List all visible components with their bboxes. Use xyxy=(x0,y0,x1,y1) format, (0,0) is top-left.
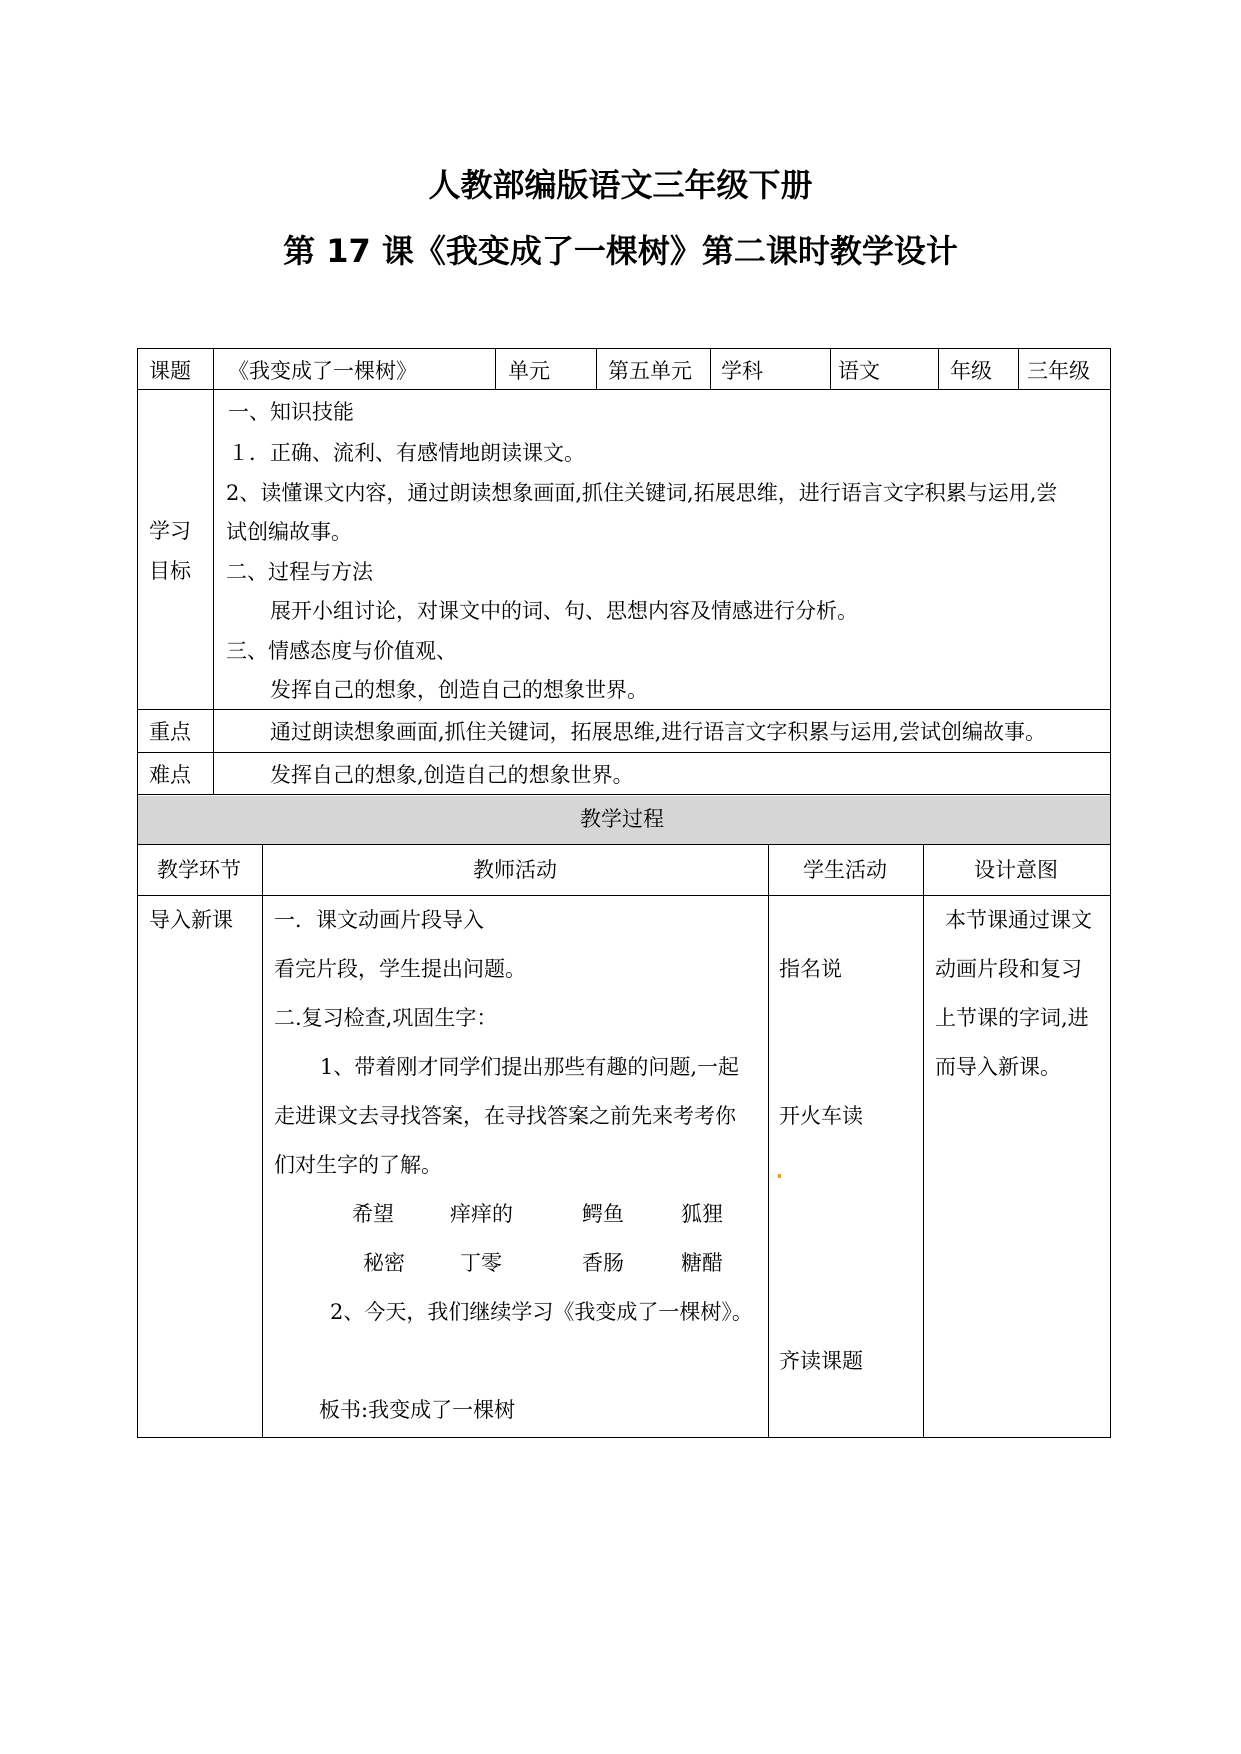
word: 丁零 xyxy=(460,1251,502,1275)
teacher-line-today: 2、今天，我们继续学习《我变成了一棵树》。 xyxy=(330,1300,753,1324)
intent-line: 本节课通过课文 xyxy=(945,908,1092,932)
word: 痒痒的 xyxy=(450,1202,513,1226)
grade-label: 年级 xyxy=(950,359,992,383)
unit-value: 第五单元 xyxy=(608,359,692,383)
goals-label-line2: 目标 xyxy=(149,559,191,583)
col-divider xyxy=(262,844,263,1438)
word: 鳄鱼 xyxy=(582,1202,624,1226)
student-activity: 指名说 xyxy=(779,957,842,981)
process-header: 教学过程 xyxy=(580,807,664,831)
col-divider xyxy=(1018,348,1019,389)
goal-line: 三、情感态度与价值观、 xyxy=(226,639,457,663)
row-divider xyxy=(137,895,1111,896)
goal-line: 2、读懂课文内容，通过朗读想象画面,抓住关键词,拓展思维，进行语言文字积累与运用,尝 xyxy=(226,481,1058,505)
row-divider xyxy=(137,709,1111,710)
mark-dot xyxy=(778,1174,781,1178)
difficulty-text: 发挥自己的想象,创造自己的想象世界。 xyxy=(270,763,634,787)
goal-line: １．正确、流利、有感情地朗读课文。 xyxy=(228,441,585,465)
word: 糖醋 xyxy=(681,1251,723,1275)
col-header-teacher: 教师活动 xyxy=(473,858,557,882)
document-subtitle: 第 17 课《我变成了一棵树》第二课时教学设计 xyxy=(283,232,958,270)
row-divider xyxy=(137,752,1111,753)
subject-label: 学科 xyxy=(721,359,763,383)
subject-value: 语文 xyxy=(838,359,880,383)
course-label: 课题 xyxy=(149,359,191,383)
teacher-line: 1、带着刚才同学们提出那些有趣的问题,一起 xyxy=(320,1055,740,1079)
course-value: 《我变成了一棵树》 xyxy=(228,359,417,383)
col-divider xyxy=(495,348,496,389)
intent-line: 上节课的字词,进 xyxy=(935,1006,1089,1030)
goal-line: 一、知识技能 xyxy=(228,400,354,424)
goal-line: 发挥自己的想象，创造自己的想象世界。 xyxy=(270,678,648,702)
word: 狐狸 xyxy=(681,1202,723,1226)
document-title: 人教部编版语文三年级下册 xyxy=(428,166,813,204)
goal-line: 展开小组讨论，对课文中的词、句、思想内容及情感进行分析。 xyxy=(270,599,858,623)
teacher-line: 一．课文动画片段导入 xyxy=(274,908,484,932)
col-header-intent: 设计意图 xyxy=(974,858,1058,882)
col-divider xyxy=(710,348,711,389)
goal-line: 试创编故事。 xyxy=(226,520,352,544)
board-writing: 板书:我变成了一棵树 xyxy=(319,1398,516,1422)
key-point-text: 通过朗读想象画面,抓住关键词，拓展思维,进行语言文字积累与运用,尝试创编故事。 xyxy=(270,720,1047,744)
difficulty-label: 难点 xyxy=(149,763,191,787)
unit-label: 单元 xyxy=(508,359,550,383)
intent-line: 动画片段和复习 xyxy=(935,957,1082,981)
key-point-label: 重点 xyxy=(149,720,191,744)
col-divider xyxy=(830,348,831,389)
row-divider xyxy=(137,794,1111,795)
goal-line: 二、过程与方法 xyxy=(226,560,373,584)
goals-label-line1: 学习 xyxy=(149,519,191,543)
lesson-table xyxy=(137,348,1111,1438)
row-divider xyxy=(137,389,1111,390)
student-activity: 开火车读 xyxy=(779,1104,863,1128)
stage-name: 导入新课 xyxy=(149,908,233,932)
teacher-line: 二.复习检查,巩固生字： xyxy=(274,1006,498,1030)
col-header-student: 学生活动 xyxy=(803,858,887,882)
grade-value: 三年级 xyxy=(1027,359,1090,383)
student-activity: 齐读课题 xyxy=(779,1349,863,1373)
teacher-line: 们对生字的了解。 xyxy=(274,1153,442,1177)
col-divider xyxy=(923,844,924,1438)
row-divider xyxy=(137,844,1111,845)
word: 香肠 xyxy=(582,1251,624,1275)
word: 秘密 xyxy=(363,1251,405,1275)
col-divider xyxy=(938,348,939,389)
col-divider xyxy=(768,844,769,1438)
teacher-line: 看完片段，学生提出问题。 xyxy=(274,957,526,981)
intent-line: 而导入新课。 xyxy=(935,1055,1061,1079)
col-divider xyxy=(213,348,214,794)
word: 希望 xyxy=(352,1202,394,1226)
col-divider xyxy=(596,348,597,389)
col-header-stage: 教学环节 xyxy=(157,858,241,882)
teacher-line: 走进课文去寻找答案，在寻找答案之前先来考考你 xyxy=(274,1104,736,1128)
